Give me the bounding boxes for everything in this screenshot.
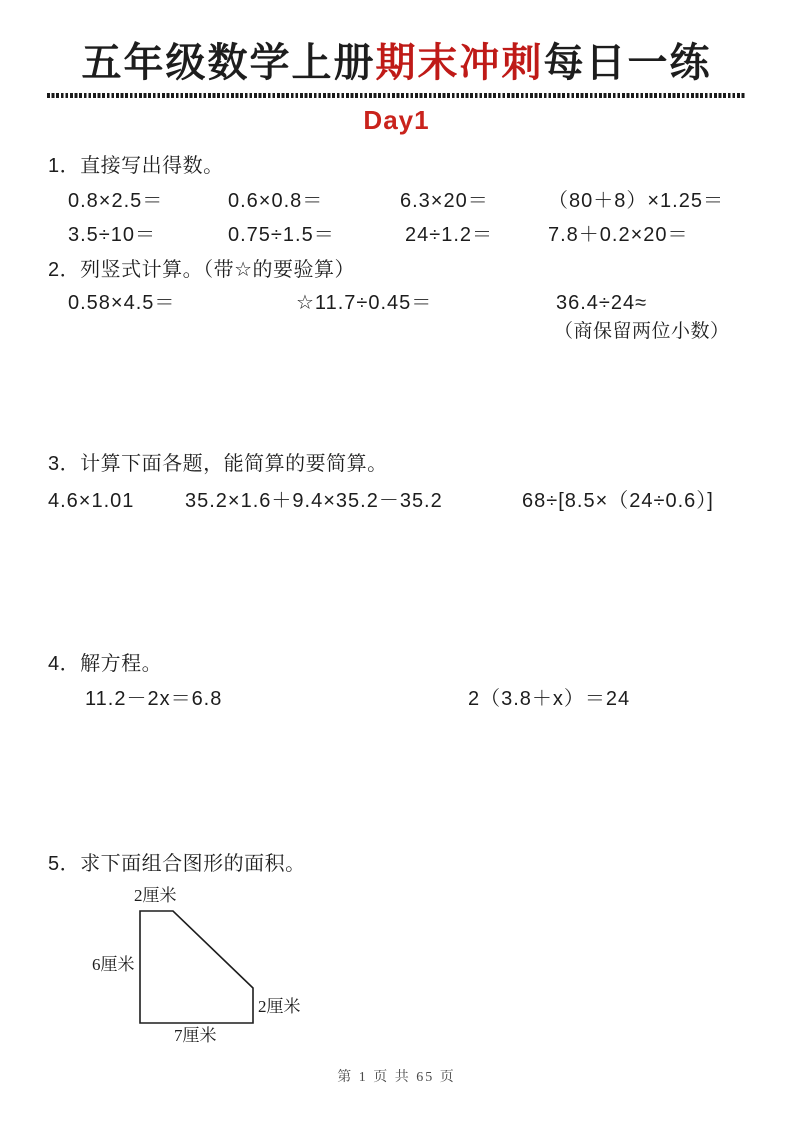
q1-expression: 0.75÷1.5＝ <box>228 224 335 246</box>
q3-expression: 68÷[8.5×（24÷0.6）] <box>522 490 714 512</box>
q4-equation: 2（3.8＋x）＝24 <box>468 688 631 710</box>
question-5-heading: 5．求下面组合图形的面积。 <box>48 853 306 875</box>
question-3-heading: 3．计算下面各题，能简算的要简算。 <box>48 453 388 475</box>
question-1-heading: 1．直接写出得数。 <box>48 155 224 177</box>
figure-label-top: 2厘米 <box>134 886 177 905</box>
q1-expression: 24÷1.2＝ <box>405 224 494 246</box>
q1-expression: 0.8×2.5＝ <box>68 190 164 212</box>
q1-expression: 0.6×0.8＝ <box>228 190 324 212</box>
title-part-2: 每日一练 <box>543 41 712 85</box>
q1-expression: （80＋8）×1.25＝ <box>548 190 724 212</box>
figure-label-right: 2厘米 <box>258 997 301 1016</box>
dotted-divider <box>47 93 745 98</box>
figure-label-left: 6厘米 <box>92 955 135 974</box>
question-4-heading: 4．解方程。 <box>48 653 163 675</box>
figure-label-bottom: 7厘米 <box>174 1026 217 1045</box>
page-number-footer: 第 1 页 共 65 页 <box>337 1070 456 1085</box>
q2-expression-starred: ☆11.7÷0.45＝ <box>296 292 433 314</box>
page-title <box>0 38 793 88</box>
q2-rounding-note: （商保留两位小数） <box>554 321 730 342</box>
composite-figure <box>80 876 330 1056</box>
day-label: Day1 <box>363 105 430 135</box>
q4-equation: 11.2－2x＝6.8 <box>85 688 223 710</box>
title-highlight: 期末冲刺 <box>375 41 544 85</box>
q2-expression: 0.58×4.5＝ <box>68 292 176 314</box>
q1-expression: 7.8＋0.2×20＝ <box>548 224 689 246</box>
title-part-1: 五年级数学上册 <box>81 41 376 85</box>
q1-expression: 3.5÷10＝ <box>68 224 157 246</box>
q3-expression: 4.6×1.01 <box>48 490 135 512</box>
q3-expression: 35.2×1.6＋9.4×35.2－35.2 <box>185 490 443 512</box>
composite-polygon <box>140 911 253 1023</box>
question-2-heading: 2．列竖式计算。（带☆的要验算） <box>48 259 356 281</box>
q1-expression: 6.3×20＝ <box>400 190 489 212</box>
q2-expression: 36.4÷24≈ <box>556 292 648 314</box>
